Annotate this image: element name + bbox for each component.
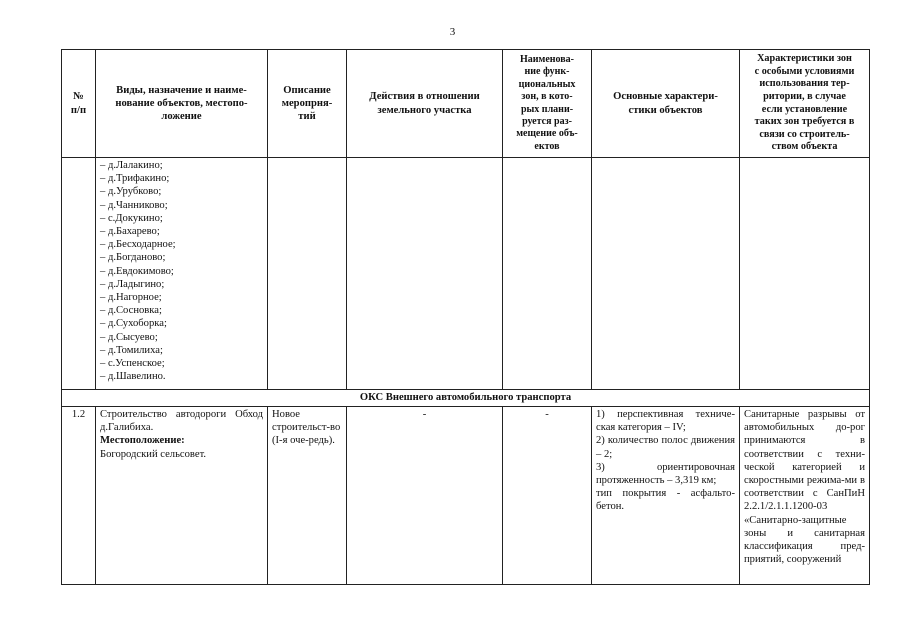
section-title: ОКС Внешнего автомобильного транспорта [62,390,870,407]
list-item: – д.Томилиха; [100,344,163,356]
villages-empty-cell [347,158,503,390]
list-item: – д.Трифакино; [100,173,170,185]
table-row [62,407,870,585]
object-name: Строительство автодороги Обход д.Галибиха. [100,409,263,434]
list-item: – д.Чанниково; [100,199,168,211]
location-label: Местоположение: [100,435,185,447]
list-item: – с.Докукино; [100,212,163,224]
row-special-zones: Санитарные разрывы от автомобильных до-рог принимаются в соответствии с техни-ческой категорией и скоростными режима-ми в соответствии с СанПиН 2.2.1/2.1.1.1200-03 «Санитарно-защитные зоны и санитарная классификация пред-приятий, сооружений [740,407,870,585]
location-value: Богородский сельсовет. [100,448,207,460]
row-num: 1.2 [62,407,96,585]
characteristic-item: тип покрытия - асфальто-бетон. [596,488,735,513]
header-special-zones: Характеристики зон с особыми условиями использования тер- ритории, в случае если установление таких зон требуется в связи со строитель- ством объекта [740,50,870,158]
row-actions: - [347,407,503,585]
list-item: – д.Бахарево; [100,226,160,238]
villages-empty-cell [740,158,870,390]
list-item: – д.Сысуево; [100,331,158,343]
list-item: – д.Сосновка; [100,305,162,317]
list-item: – д.Нагорное; [100,292,162,304]
characteristic-item: 1) перспективная техниче-ская категория – IV; [596,409,735,434]
list-item: – д.Богданово; [100,252,166,264]
header-num: № п/п [62,50,96,158]
villages-num-cell [62,158,96,390]
list-item: – д.Лалакино; [100,160,163,171]
header-actions: Действия в отношении земельного участка [347,50,503,158]
list-item: – д.Сухоборка; [100,318,167,330]
header-characteristics: Основные характери- стики объектов [592,50,740,158]
villages-cell [96,158,268,390]
list-item: – д.Бесходарное; [100,239,176,251]
characteristic-item: 3) ориентировочная протяженность – 3,319 км; [596,461,735,487]
list-item: – д.Шавелино. [100,371,166,383]
village-list [100,159,263,383]
header-description: Описание меропрня- тий [268,50,347,158]
list-item: – д.Урубково; [100,186,162,198]
list-item: – д.Евдокимово; [100,265,174,277]
villages-empty-cell [503,158,592,390]
objects-table [61,49,870,585]
row-object-cell [96,407,268,585]
row-description: Новое строительст-во (I-я оче-редь). [268,407,347,585]
header-zones: Наименова- ние функ- циональных зон, в кото- рых плани- руется раз- мещение объ- ектов [503,50,592,158]
row-zones: - [503,407,592,585]
villages-empty-cell [268,158,347,390]
villages-row [62,158,870,390]
header-objects: Виды, назначение и наиме- нование объектов, местопо- ложение [96,50,268,158]
list-item: – с.Успенское; [100,358,165,370]
list-item: – д.Ладыгино; [100,278,165,290]
page-number: 3 [449,26,456,38]
villages-empty-cell [592,158,740,390]
characteristic-item: 2) количество полос движения – 2; [596,435,735,460]
row-characteristics [592,407,740,585]
section-row [62,390,870,407]
table-header-row [62,50,870,158]
